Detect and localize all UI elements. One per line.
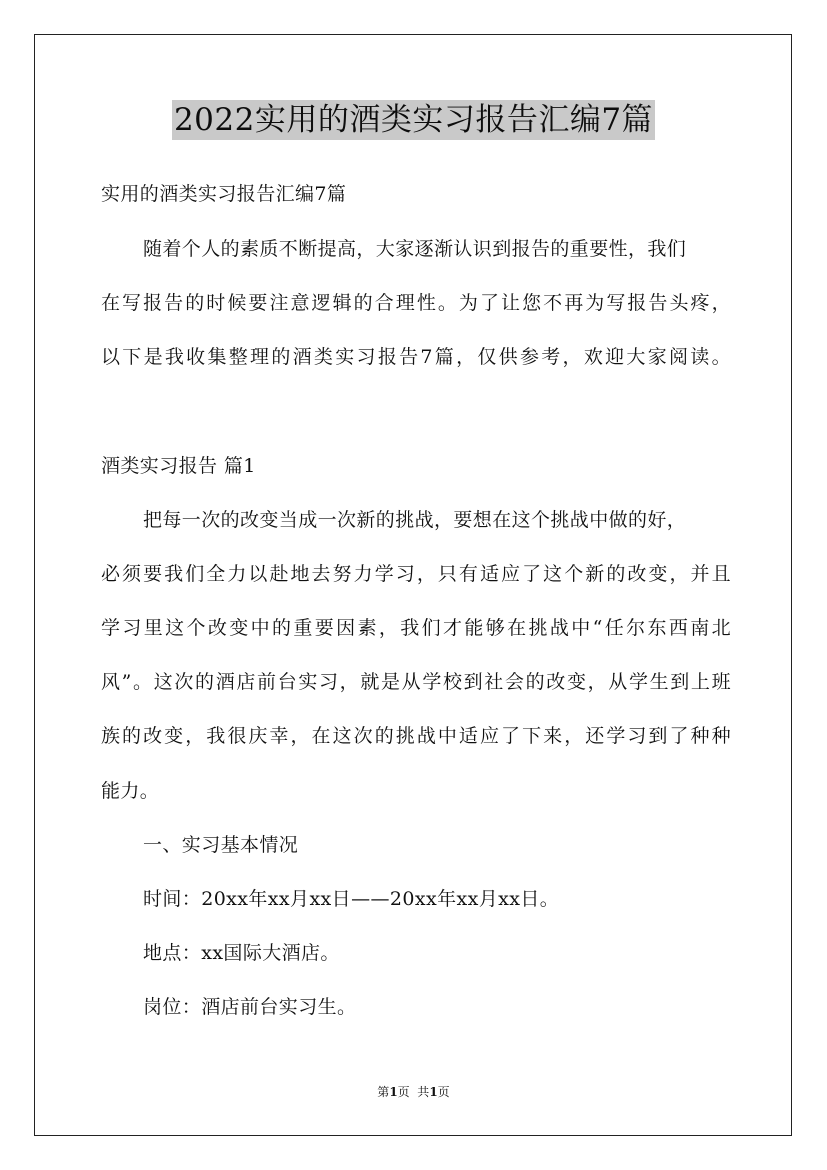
footer-prefix: 第 xyxy=(377,1085,390,1099)
page-footer xyxy=(0,1084,827,1100)
body-line-4: 风”。这次的酒店前台实习，就是从学校到社会的改变，从学生到上班 xyxy=(101,671,731,693)
intro-line-1: 随着个人的素质不断提高，大家逐渐认识到报告的重要性，我们 xyxy=(143,238,687,260)
title-wrap xyxy=(0,100,827,140)
detail-time: 时间：20xx年xx月xx日——20xx年xx月xx日。 xyxy=(143,888,560,910)
footer-suffix: 页 xyxy=(437,1085,450,1099)
document-title: 2022实用的酒类实习报告汇编7篇 xyxy=(173,102,654,138)
intro-line-2: 在写报告的时候要注意逻辑的合理性。为了让您不再为写报告头疼， xyxy=(101,292,731,314)
body-line-6: 能力。 xyxy=(101,780,160,802)
footer-total-pages: 1 xyxy=(429,1085,438,1099)
body-line-2: 必须要我们全力以赴地去努力学习，只有适应了这个新的改变，并且 xyxy=(101,563,731,585)
detail-location: 地点：xx国际大酒店。 xyxy=(143,942,340,964)
footer-mid: 页 共 xyxy=(397,1085,430,1099)
body-line-1: 把每一次的改变当成一次新的挑战，要想在这个挑战中做的好， xyxy=(143,509,687,531)
body-line-5: 族的改变，我很庆幸，在这次的挑战中适应了下来，还学习到了种种 xyxy=(101,725,731,747)
section-heading: 酒类实习报告 篇1 xyxy=(101,455,256,477)
intro-line-3: 以下是我收集整理的酒类实习报告7篇，仅供参考，欢迎大家阅读。 xyxy=(101,346,731,368)
detail-position: 岗位：酒店前台实习生。 xyxy=(143,996,357,1018)
document-subtitle: 实用的酒类实习报告汇编7篇 xyxy=(101,183,347,205)
footer-page-number: 1 xyxy=(389,1085,398,1099)
subheading: 一、实习基本情况 xyxy=(143,834,299,856)
body-line-3: 学习里这个改变中的重要因素，我们才能够在挑战中“任尔东西南北 xyxy=(101,617,731,639)
